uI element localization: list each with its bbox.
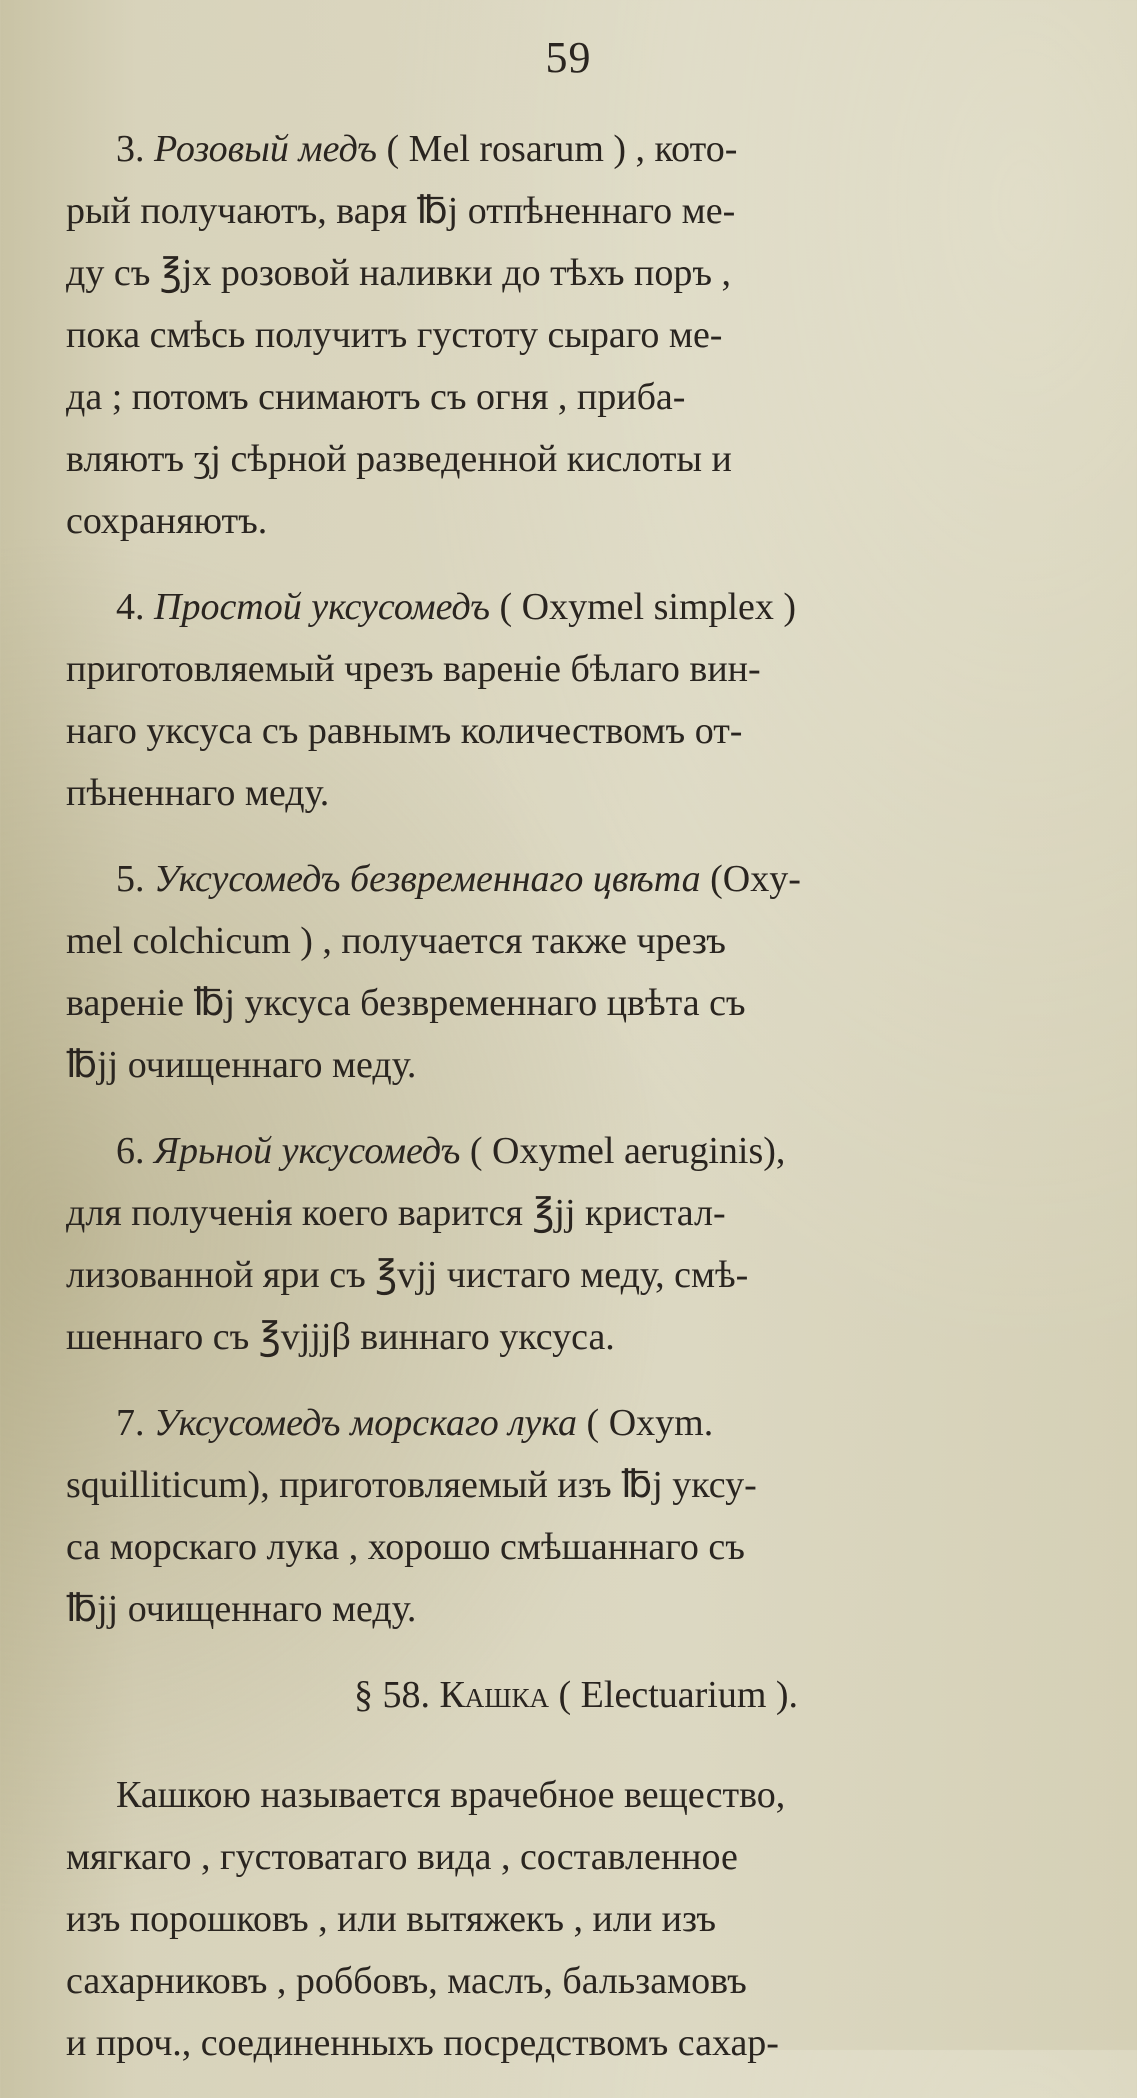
entry-title: Простой уксусомедъ xyxy=(154,586,491,628)
text-line: вляютъ ʒj сѣрной разведенной кислоты и xyxy=(66,438,732,480)
page-number: 59 xyxy=(545,33,592,82)
text-line: mel colchicum ) , получается также чрезъ xyxy=(66,920,726,962)
entry-title: Розовый медъ xyxy=(154,128,378,170)
text-span: ( Mel rosarum ) , кото- xyxy=(377,128,738,170)
entry-squill-oxymel xyxy=(66,1392,1026,1640)
section-heading xyxy=(66,1664,1026,1726)
text-line xyxy=(66,1392,1026,1454)
entry-number: 4. xyxy=(116,586,154,628)
paragraph-electuary xyxy=(66,1764,1026,2074)
entry-number: 7. xyxy=(116,1402,154,1444)
text-line: ду съ ℥jx розовой наливки до тѣхъ поръ , xyxy=(66,252,731,294)
entry-title: Уксусомедъ безвременнаго цвѣта xyxy=(154,858,701,900)
text-span: ( Oxymel aeruginis), xyxy=(460,1130,786,1172)
text-line xyxy=(66,576,1026,638)
entry-colchicum-oxymel xyxy=(66,848,1026,1096)
section-number: § 58. xyxy=(353,1674,440,1716)
text-line: сохраняютъ. xyxy=(66,500,268,542)
section-latin-title: ( Electuarium ). xyxy=(549,1674,799,1716)
text-line: рый получаютъ, варя ℔j отпѣненнаго ме- xyxy=(66,190,736,232)
text-line xyxy=(66,1120,1026,1182)
entry-number: 5. xyxy=(116,858,154,900)
text-line: squilliticum), приготовляемый изъ ℔j уксу- xyxy=(66,1464,757,1506)
entry-number: 6. xyxy=(116,1130,154,1172)
text-line: ℔jj очищеннаго меду. xyxy=(66,1044,417,1086)
entry-rose-honey xyxy=(66,118,1026,552)
text-line: пѣненнаго меду. xyxy=(66,772,330,814)
text-span: ( Oxymel simplex ) xyxy=(490,586,797,628)
text-line: Кашкою называется врачебное вещество, xyxy=(116,1774,786,1816)
text-line: мягкаго , густоватаго вида , составленное xyxy=(66,1836,738,1878)
text-line xyxy=(66,118,1026,180)
text-line: да ; потомъ снимаютъ съ огня , приба- xyxy=(66,376,686,418)
text-line: ℔jj очищеннаго меду. xyxy=(66,1588,417,1630)
entry-simple-oxymel xyxy=(66,576,1026,824)
page-body xyxy=(66,118,1026,2098)
text-line: для полученія коего варится ℥jj кристал- xyxy=(66,1192,726,1234)
entry-number: 3. xyxy=(116,128,154,170)
text-span: (Oxy- xyxy=(700,858,801,900)
text-line: пока смѣсь получитъ густоту сыраго ме- xyxy=(66,314,723,356)
text-line: са морскаго лука , хорошо смѣшаннаго съ xyxy=(66,1526,745,1568)
text-line: приготовляемый чрезъ вареніе бѣлаго вин- xyxy=(66,648,761,690)
entry-title: Уксусомедъ морскаго лука xyxy=(154,1402,578,1444)
text-line: сахарниковъ , роббовъ, маслъ, бальзамовъ xyxy=(66,1960,747,2002)
text-line: и проч., соединенныхъ посредствомъ сахар- xyxy=(66,2022,779,2064)
text-line: изъ порошковъ , или вытяжекъ , или изъ xyxy=(66,1898,717,1940)
entry-verdigris-oxymel xyxy=(66,1120,1026,1368)
text-span: ( Oxym. xyxy=(577,1402,714,1444)
text-line: наго уксуса съ равнымъ количествомъ от- xyxy=(66,710,743,752)
text-line: вареніе ℔j уксуса безвременнаго цвѣта съ xyxy=(66,982,746,1024)
section-title: Кашка xyxy=(439,1674,550,1716)
text-line: шеннаго съ ℥vjjjβ виннаго уксуса. xyxy=(66,1316,615,1358)
text-line: лизованной яри съ ℥vjj чистаго меду, смѣ- xyxy=(66,1254,749,1296)
entry-title: Ярьной уксусомедъ xyxy=(154,1130,461,1172)
text-line xyxy=(66,848,1026,910)
